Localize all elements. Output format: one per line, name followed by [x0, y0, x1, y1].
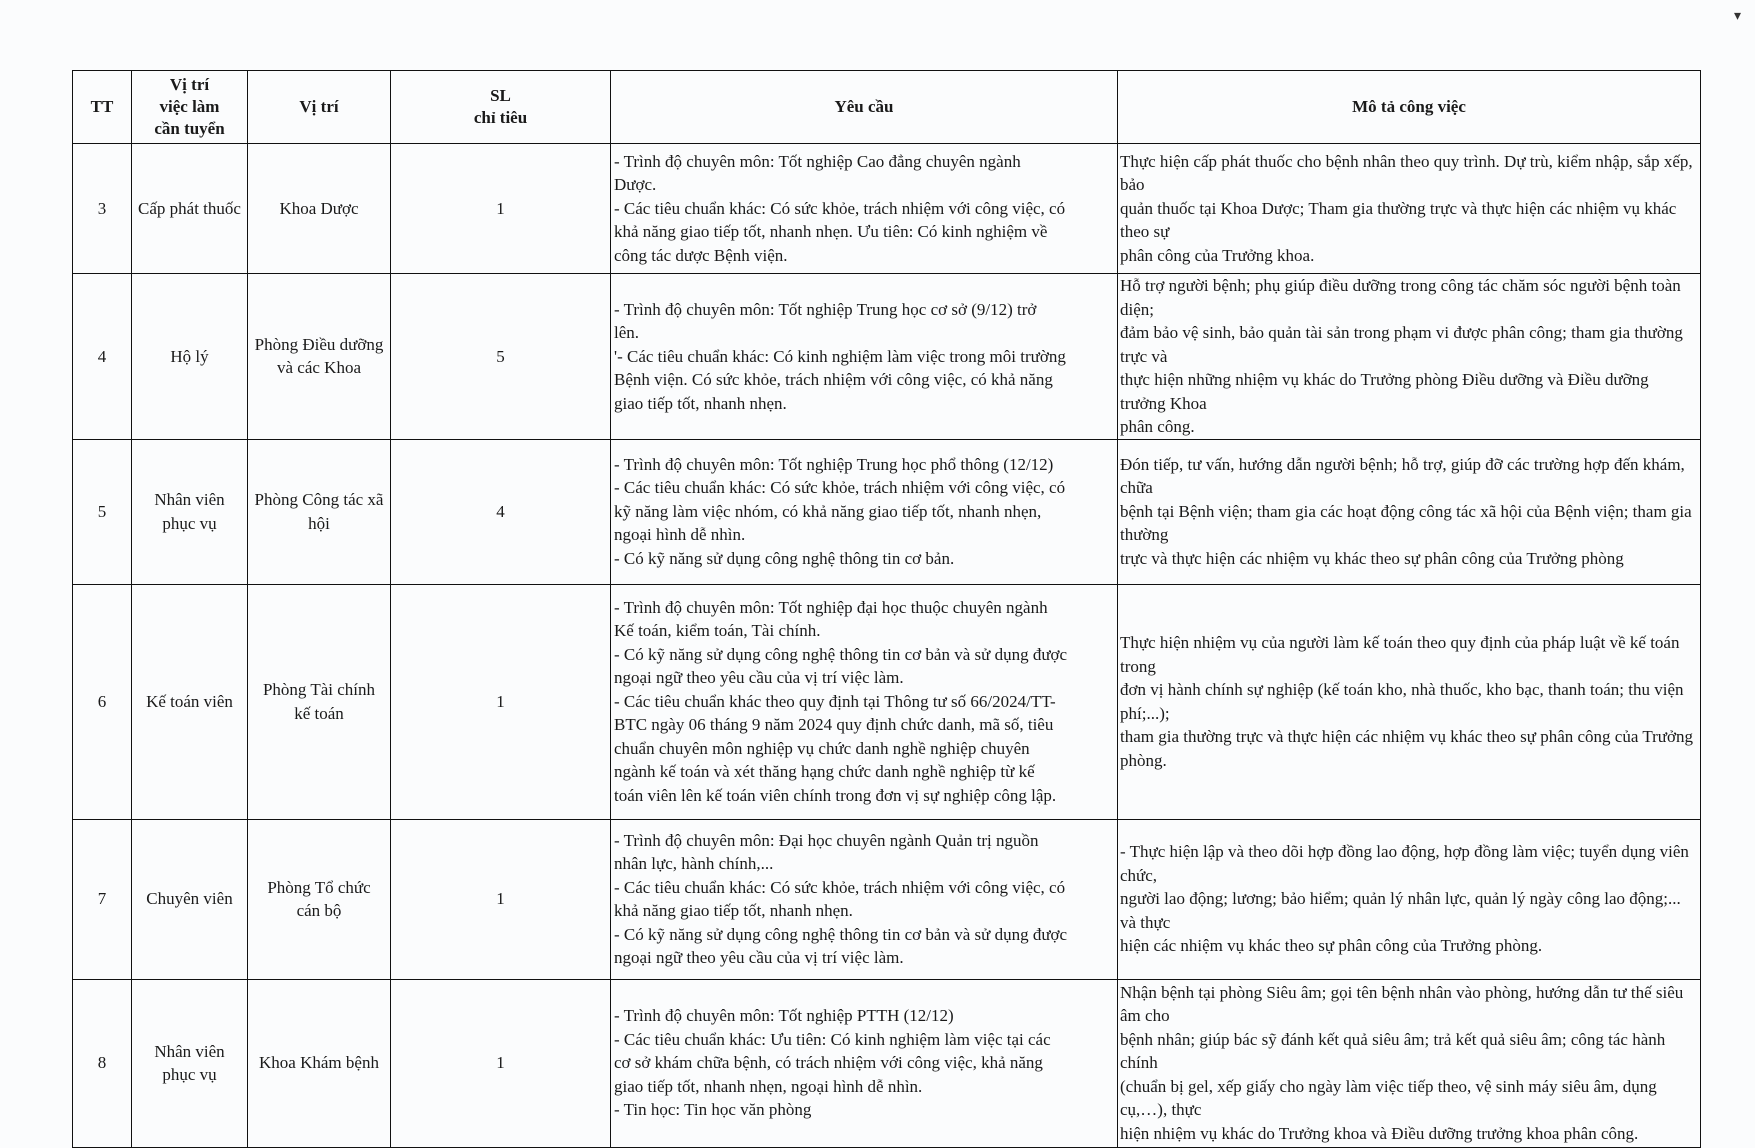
unit-line: Phòng Điều dưỡng [254, 334, 384, 354]
row-tt: 4 [73, 274, 132, 440]
row-requirements [611, 144, 1118, 274]
row-count: 1 [391, 144, 611, 274]
requirement-line: ngoại hình dễ nhìn. [614, 525, 746, 545]
description-line: bệnh nhân; giúp bác sỹ đánh kết quả siêu âm; trả kết quả siêu âm; công tác hành chính [1120, 1029, 1666, 1073]
row-description [1118, 979, 1701, 1147]
requirement-line: - Có kỹ năng sử dụng công nghệ thông tin cơ bản và sử dụng được [614, 644, 1068, 664]
row-position: Nhân viên phục vụ [132, 439, 248, 584]
requirement-line: '- Các tiêu chuẩn khác: Có kinh nghiệm làm việc trong môi trường [614, 346, 1066, 366]
description-line: (chuẩn bị gel, xếp giấy cho ngày làm việc tiếp theo, vệ sinh máy siêu âm, dụng cụ,…), thực [1120, 1076, 1657, 1120]
header-mo-ta: Mô tả công việc [1118, 71, 1701, 144]
requirement-line: ngoại ngữ theo yêu cầu của vị trí việc làm. [614, 668, 904, 688]
row-position: Kế toán viên [132, 584, 248, 819]
row-position: Cấp phát thuốc [132, 144, 248, 274]
requirement-line: nhân lực, hành chính,... [614, 854, 774, 873]
row-tt: 3 [73, 144, 132, 274]
requirement-line: - Trình độ chuyên môn: Tốt nghiệp Cao đẳng chuyên ngành [614, 151, 1021, 171]
unit-line: kế toán [294, 703, 344, 723]
requirement-line: BTC ngày 06 tháng 9 năm 2024 quy định chức danh, mã số, tiêu [614, 715, 1054, 735]
header-vi-tri-viec-lam: Vị trí việc làm cần tuyển [132, 71, 248, 144]
row-requirements [611, 979, 1118, 1147]
scan-mark: ▾ [1733, 9, 1741, 24]
row-unit [248, 144, 391, 274]
description-line: phân công. [1120, 417, 1195, 436]
description-line: bệnh tại Bệnh viện; tham gia các hoạt động công tác xã hội của Bệnh viện; tham gia thường [1120, 501, 1692, 545]
row-position: Chuyên viên [132, 819, 248, 979]
row-tt: 6 [73, 584, 132, 819]
description-line: hiện các nhiệm vụ khác theo sự phân công của Trưởng phòng. [1120, 936, 1543, 956]
requirement-line: - Trình độ chuyên môn: Tốt nghiệp PTTH (12/12) [614, 1006, 954, 1026]
row-count: 5 [391, 274, 611, 440]
requirement-line: - Các tiêu chuẩn khác: Có sức khỏe, trách nhiệm với công việc, có [614, 478, 1066, 498]
requirement-line: giao tiếp tốt, nhanh nhẹn, ngoại hình dễ nhìn. [614, 1076, 923, 1096]
description-line: Đón tiếp, tư vấn, hướng dẫn người bệnh; hỗ trợ, giúp đỡ các trường hợp đến khám, chữa [1120, 454, 1685, 498]
row-tt: 8 [73, 979, 132, 1147]
requirement-line: ngành kế toán và xét thăng hạng chức danh nghề nghiệp từ kế [614, 762, 1035, 782]
description-line: Nhận bệnh tại phòng Siêu âm; gọi tên bệnh nhân vào phòng, hướng dẫn tư thế siêu âm cho [1120, 982, 1684, 1026]
table-row [73, 439, 1701, 584]
requirement-line: - Trình độ chuyên môn: Tốt nghiệp đại học thuộc chuyên ngành [614, 597, 1048, 617]
unit-line: cán bộ [296, 901, 342, 920]
description-line: hiện nhiệm vụ khác do Trưởng khoa và Điều dưỡng trưởng khoa phân công. [1120, 1123, 1639, 1143]
requirement-line: - Có kỹ năng sử dụng công nghệ thông tin cơ bản. [614, 548, 955, 568]
description-line: Hỗ trợ người bệnh; phụ giúp điều dưỡng trong công tác chăm sóc người bệnh toàn diện; [1120, 276, 1681, 319]
unit-line: Phòng Công tác xã [254, 490, 384, 509]
description-line: đảm bảo vệ sinh, bảo quản tài sản trong phạm vi được phân công; tham gia thường trực và [1120, 323, 1683, 366]
row-position: Nhân viên phục vụ [132, 979, 248, 1147]
row-count: 1 [391, 979, 611, 1147]
description-line: trực và thực hiện các nhiệm vụ khác theo sự phân công của Trưởng phòng [1120, 548, 1624, 568]
row-tt: 7 [73, 819, 132, 979]
requirement-line: - Các tiêu chuẩn khác theo quy định tại Thông tư số 66/2024/TT- [614, 691, 1056, 711]
row-requirements [611, 584, 1118, 819]
row-description [1118, 584, 1701, 819]
row-unit [248, 584, 391, 819]
row-requirements [611, 439, 1118, 584]
requirement-line: Bệnh viện. Có sức khỏe, trách nhiệm với công việc, có khả năng [614, 370, 1053, 389]
row-unit [248, 819, 391, 979]
description-line: người lao động; lương; bảo hiểm; quản lý nhân lực, quản lý ngày công lao động;... và thực [1120, 889, 1681, 932]
table-header-row [73, 71, 1701, 144]
row-count: 1 [391, 584, 611, 819]
table-row [73, 979, 1701, 1147]
header-sl-chi-tieu: SL chỉ tiêu [391, 71, 611, 144]
description-line: - Thực hiện lập và theo dõi hợp đồng lao động, hợp đồng làm việc; tuyển dụng viên chức, [1120, 842, 1689, 885]
requirement-line: chuẩn chuyên môn nghiệp vụ chức danh nghề nghiệp chuyên [614, 738, 1030, 758]
requirement-line: - Các tiêu chuẩn khác: Ưu tiên: Có kinh nghiệm làm việc tại các [614, 1029, 1051, 1049]
requirement-line: lên. [614, 323, 640, 342]
unit-line: hội [308, 513, 330, 533]
requirement-line: kỹ năng làm việc nhóm, có khả năng giao tiếp tốt, nhanh nhẹn, [614, 501, 1042, 521]
requirement-line: - Trình độ chuyên môn: Đại học chuyên ngành Quản trị nguồn [614, 830, 1039, 850]
requirement-line: - Trình độ chuyên môn: Tốt nghiệp Trung học cơ sở (9/12) trở [614, 299, 1037, 319]
description-line: thực hiện những nhiệm vụ khác do Trưởng phòng Điều dưỡng và Điều dưỡng trưởng Khoa [1120, 370, 1649, 413]
unit-line: và các Khoa [276, 358, 361, 378]
row-unit [248, 274, 391, 440]
header-yeu-cau: Yêu cầu [611, 71, 1118, 144]
row-requirements [611, 819, 1118, 979]
row-count: 1 [391, 819, 611, 979]
unit-line: Phòng Tài chính [262, 680, 376, 699]
row-description [1118, 439, 1701, 584]
unit-line: Phòng Tổ chức [267, 877, 371, 897]
table-row [73, 274, 1701, 440]
requirement-line: toán viên lên kế toán viên chính trong đơn vị sự nghiệp công lập. [614, 785, 1057, 805]
requirement-line: Dược. [614, 175, 657, 195]
description-line: Thực hiện nhiệm vụ của người làm kế toán theo quy định của pháp luật về kế toán trong [1120, 633, 1680, 676]
unit-line: Khoa Khám bệnh [259, 1053, 379, 1073]
description-line: phân công của Trưởng khoa. [1120, 245, 1315, 265]
row-unit [248, 979, 391, 1147]
table-row [73, 144, 1701, 274]
row-count: 4 [391, 439, 611, 584]
row-tt: 5 [73, 439, 132, 584]
description-line: đơn vị hành chính sự nghiệp (kế toán kho, nhà thuốc, kho bạc, thanh toán; thu viện phí;...); [1120, 680, 1684, 723]
row-position: Hộ lý [132, 274, 248, 440]
requirement-line: - Các tiêu chuẩn khác: Có sức khỏe, trách nhiệm với công việc, có [614, 198, 1066, 218]
requirement-line: công tác dược Bệnh viện. [614, 245, 788, 265]
table-row [73, 819, 1701, 979]
requirement-line: - Tin học: Tin học văn phòng [614, 1100, 812, 1120]
row-unit [248, 439, 391, 584]
requirement-line: khả năng giao tiếp tốt, nhanh nhẹn. Ưu tiên: Có kinh nghiệm về [614, 222, 1048, 242]
table-row [73, 584, 1701, 819]
description-line: tham gia thường trực và thực hiện các nhiệm vụ khác theo sự phân công của Trưởng phòng. [1120, 727, 1693, 770]
requirement-line: ngoại ngữ theo yêu cầu của vị trí việc làm. [614, 948, 904, 967]
description-line: Thực hiện cấp phát thuốc cho bệnh nhân theo quy trình. Dự trù, kiểm nhập, sắp xếp, bảo [1120, 151, 1693, 195]
requirement-line: giao tiếp tốt, nhanh nhẹn. [614, 393, 787, 413]
row-requirements [611, 274, 1118, 440]
row-description [1118, 819, 1701, 979]
recruitment-table [72, 70, 1701, 1148]
requirement-line: - Các tiêu chuẩn khác: Có sức khỏe, trách nhiệm với công việc, có [614, 877, 1066, 897]
unit-line: Khoa Dược [279, 198, 359, 218]
description-line: quản thuốc tại Khoa Dược; Tham gia thường trực và thực hiện các nhiệm vụ khác theo sự [1120, 198, 1677, 242]
requirement-line: cơ sở khám chữa bệnh, có trách nhiệm với công việc, khả năng [614, 1053, 1043, 1073]
row-description [1118, 144, 1701, 274]
row-description [1118, 274, 1701, 440]
requirement-line: - Trình độ chuyên môn: Tốt nghiệp Trung học phổ thông (12/12) [614, 454, 1054, 474]
header-tt: TT [73, 71, 132, 144]
header-vi-tri: Vị trí [248, 71, 391, 144]
requirement-line: - Có kỹ năng sử dụng công nghệ thông tin cơ bản và sử dụng được [614, 924, 1068, 944]
requirement-line: khả năng giao tiếp tốt, nhanh nhẹn. [614, 901, 853, 920]
requirement-line: Kế toán, kiểm toán, Tài chính. [614, 621, 821, 641]
